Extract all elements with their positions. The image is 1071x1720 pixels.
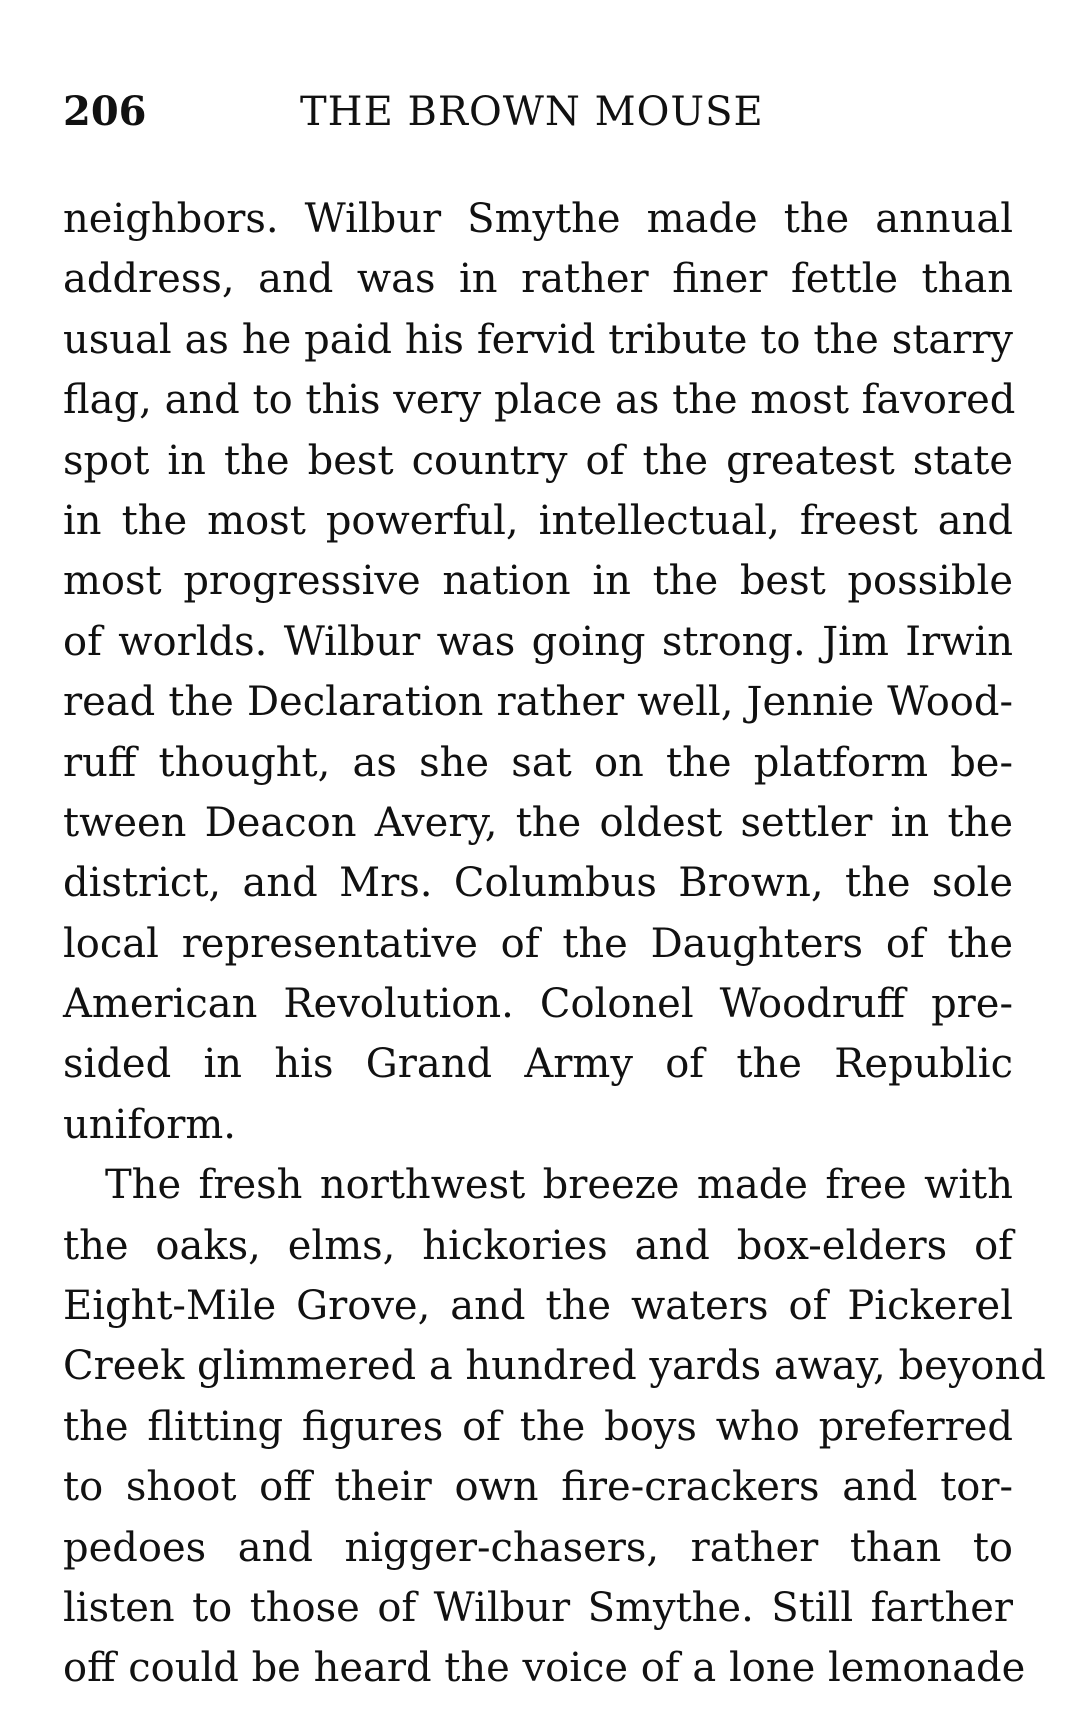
text-line: to shoot off their own fire-crackers and tor- [63,1464,1013,1511]
text-line: most progressive nation in the best possible [63,558,1013,605]
text-line: ruff thought, as she sat on the platform be- [63,739,1013,786]
text-line: the oaks, elms, hickories and box-elders of [63,1222,1013,1269]
text-line: The fresh northwest breeze made free with [105,1162,1013,1209]
text-line: in the most powerful, intellectual, freest and [63,497,1013,544]
text-line: the flitting figures of the boys who preferred [63,1403,1013,1450]
text-line: pedoes and nigger-chasers, rather than to [63,1524,1013,1571]
paragraph [63,189,1016,1155]
text-line: Creek glimmered a hundred yards away, beyond [63,1343,1046,1390]
text-line: sided in his Grand Army of the Republic [63,1041,1013,1088]
text-line: listen to those of Wilbur Smythe. Still farther [63,1584,1013,1631]
text-line: usual as he paid his fervid tribute to the starry [63,316,1013,363]
text-line: flag, and to this very place as the most favored [63,377,1016,424]
text-line: tween Deacon Avery, the oldest settler in the [63,799,1013,846]
text-line: read the Declaration rather well, Jennie Wood- [63,679,1013,726]
text-line: American Revolution. Colonel Woodruff pre- [63,981,1013,1028]
text-line: district, and Mrs. Columbus Brown, the sole [63,860,1013,907]
page-number: 206 [63,88,147,135]
text-line: address, and was in rather finer fettle than [63,256,1013,303]
text-line: local representative of the Daughters of the [63,920,1013,967]
text-line: Eight-Mile Grove, and the waters of Pickerel [63,1283,1013,1330]
text-line: uniform. [63,1101,236,1148]
paragraph [63,1155,1046,1699]
text-line: of worlds. Wilbur was going strong. Jim Irwin [63,618,1013,665]
page-header [63,84,1013,144]
text-line: off could be heard the voice of a lone lemonade [63,1645,1026,1692]
running-head: THE BROWN MOUSE [300,89,764,135]
text-line: spot in the best country of the greatest state [63,437,1013,484]
body-text [63,189,1046,1699]
text-line: neighbors. Wilbur Smythe made the annual [63,196,1013,242]
